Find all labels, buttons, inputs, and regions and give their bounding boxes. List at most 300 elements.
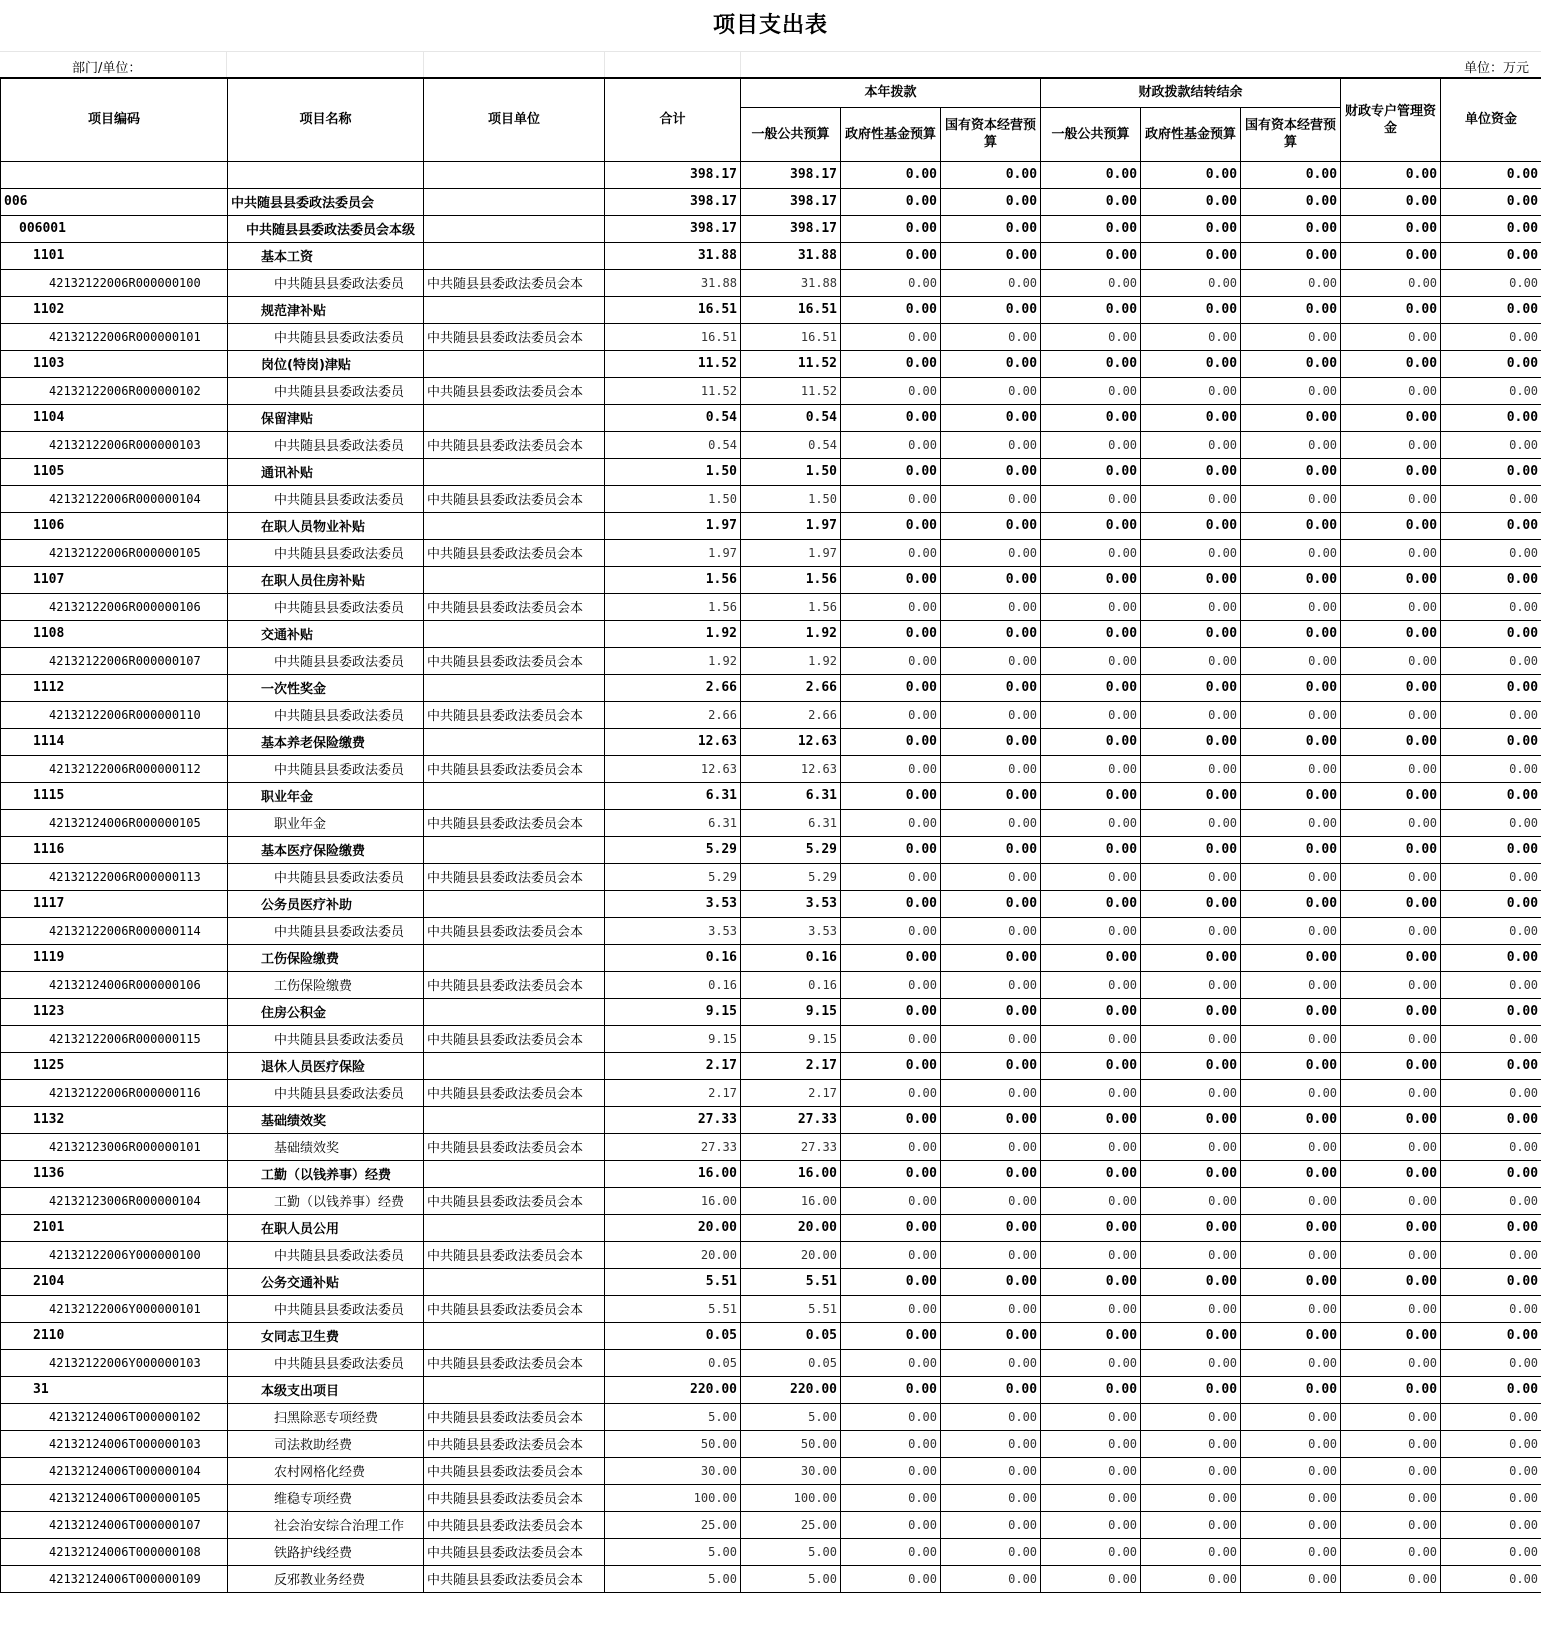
header-current-fund-budget: 政府性基金预算 <box>841 107 941 161</box>
project-code-cell: 42132124006T000000108 <box>1 1538 228 1565</box>
carry-fund-cell: 0.00 <box>1141 701 1241 728</box>
project-code-cell: 42132122006R000000114 <box>1 917 228 944</box>
project-code-cell: 2101 <box>1 1214 228 1241</box>
current-general-cell: 50.00 <box>741 1430 841 1457</box>
project-code-cell: 42132122006R000000105 <box>1 539 228 566</box>
special-account-cell: 0.00 <box>1341 1160 1441 1187</box>
carry-general-cell: 0.00 <box>1041 1457 1141 1484</box>
project-unit-cell: 中共随县县委政法委员会本 <box>424 1538 605 1565</box>
summary-row <box>1 728 1541 755</box>
total-cell: 16.00 <box>605 1160 741 1187</box>
carry-fund-cell: 0.00 <box>1141 377 1241 404</box>
project-unit-cell: 中共随县县委政法委员会本 <box>424 1187 605 1214</box>
carry-state-capital-cell: 0.00 <box>1241 1025 1341 1052</box>
carry-fund-cell: 0.00 <box>1141 1484 1241 1511</box>
own-funds-cell: 0.00 <box>1441 431 1541 458</box>
total-cell: 6.31 <box>605 809 741 836</box>
carry-fund-cell: 0.00 <box>1141 1133 1241 1160</box>
current-state-capital-cell: 0.00 <box>941 1376 1041 1403</box>
total-cell: 50.00 <box>605 1430 741 1457</box>
special-account-cell: 0.00 <box>1341 1133 1441 1160</box>
current-state-capital-cell: 0.00 <box>941 350 1041 377</box>
summary-row <box>1 512 1541 539</box>
own-funds-cell: 0.00 <box>1441 836 1541 863</box>
detail-row <box>1 1511 1541 1538</box>
current-fund-cell: 0.00 <box>841 431 941 458</box>
total-cell: 27.33 <box>605 1133 741 1160</box>
special-account-cell: 0.00 <box>1341 161 1441 188</box>
current-fund-cell: 0.00 <box>841 1457 941 1484</box>
carry-state-capital-cell: 0.00 <box>1241 593 1341 620</box>
current-fund-cell: 0.00 <box>841 404 941 431</box>
header-total: 合计 <box>605 79 741 161</box>
total-cell: 9.15 <box>605 1025 741 1052</box>
project-unit-cell: 中共随县县委政法委员会本 <box>424 1295 605 1322</box>
carry-general-cell: 0.00 <box>1041 647 1141 674</box>
own-funds-cell: 0.00 <box>1441 1187 1541 1214</box>
current-fund-cell: 0.00 <box>841 539 941 566</box>
current-fund-cell: 0.00 <box>841 215 941 242</box>
carry-general-cell: 0.00 <box>1041 890 1141 917</box>
current-fund-cell: 0.00 <box>841 620 941 647</box>
current-general-cell: 20.00 <box>741 1214 841 1241</box>
special-account-cell: 0.00 <box>1341 755 1441 782</box>
carry-general-cell: 0.00 <box>1041 1268 1141 1295</box>
current-general-cell: 25.00 <box>741 1511 841 1538</box>
special-account-cell: 0.00 <box>1341 836 1441 863</box>
carry-general-cell: 0.00 <box>1041 323 1141 350</box>
project-code-cell: 1112 <box>1 674 228 701</box>
summary-row <box>1 1214 1541 1241</box>
project-code-cell: 42132124006T000000107 <box>1 1511 228 1538</box>
project-code-cell: 006001 <box>1 215 228 242</box>
project-unit-cell: 中共随县县委政法委员会本 <box>424 1079 605 1106</box>
current-state-capital-cell: 0.00 <box>941 512 1041 539</box>
carry-state-capital-cell: 0.00 <box>1241 1295 1341 1322</box>
project-name-cell: 维稳专项经费 <box>228 1484 424 1511</box>
current-state-capital-cell: 0.00 <box>941 1052 1041 1079</box>
current-state-capital-cell: 0.00 <box>941 1079 1041 1106</box>
carry-general-cell: 0.00 <box>1041 620 1141 647</box>
current-state-capital-cell: 0.00 <box>941 404 1041 431</box>
special-account-cell: 0.00 <box>1341 1187 1441 1214</box>
project-unit-cell: 中共随县县委政法委员会本 <box>424 809 605 836</box>
special-account-cell: 0.00 <box>1341 647 1441 674</box>
current-general-cell: 9.15 <box>741 998 841 1025</box>
project-unit-cell <box>424 1376 605 1403</box>
project-unit-cell <box>424 242 605 269</box>
project-unit-cell <box>424 998 605 1025</box>
project-code-cell: 42132124006T000000102 <box>1 1403 228 1430</box>
current-fund-cell: 0.00 <box>841 701 941 728</box>
carry-fund-cell: 0.00 <box>1141 674 1241 701</box>
own-funds-cell: 0.00 <box>1441 1322 1541 1349</box>
special-account-cell: 0.00 <box>1341 1565 1441 1592</box>
project-name-cell: 基础绩效奖 <box>228 1106 424 1133</box>
current-fund-cell: 0.00 <box>841 1376 941 1403</box>
carry-fund-cell: 0.00 <box>1141 1268 1241 1295</box>
current-fund-cell: 0.00 <box>841 1214 941 1241</box>
own-funds-cell: 0.00 <box>1441 728 1541 755</box>
current-fund-cell: 0.00 <box>841 1106 941 1133</box>
carry-general-cell: 0.00 <box>1041 485 1141 512</box>
carry-state-capital-cell: 0.00 <box>1241 404 1341 431</box>
own-funds-cell: 0.00 <box>1441 161 1541 188</box>
current-general-cell: 5.00 <box>741 1538 841 1565</box>
current-fund-cell: 0.00 <box>841 458 941 485</box>
project-code-cell: 42132122006R000000110 <box>1 701 228 728</box>
total-cell: 30.00 <box>605 1457 741 1484</box>
current-general-cell: 1.92 <box>741 647 841 674</box>
project-name-cell: 规范津补贴 <box>228 296 424 323</box>
project-unit-cell <box>424 1268 605 1295</box>
special-account-cell: 0.00 <box>1341 1079 1441 1106</box>
carry-general-cell: 0.00 <box>1041 782 1141 809</box>
project-code-cell: 42132122006R000000101 <box>1 323 228 350</box>
project-name-cell: 公务员医疗补助 <box>228 890 424 917</box>
current-state-capital-cell: 0.00 <box>941 917 1041 944</box>
project-code-cell: 42132122006Y000000101 <box>1 1295 228 1322</box>
carry-state-capital-cell: 0.00 <box>1241 1241 1341 1268</box>
current-fund-cell: 0.00 <box>841 566 941 593</box>
current-state-capital-cell: 0.00 <box>941 809 1041 836</box>
project-unit-cell <box>424 1214 605 1241</box>
project-unit-cell: 中共随县县委政法委员会本 <box>424 647 605 674</box>
own-funds-cell: 0.00 <box>1441 1457 1541 1484</box>
project-unit-cell: 中共随县县委政法委员会本 <box>424 1241 605 1268</box>
current-state-capital-cell: 0.00 <box>941 998 1041 1025</box>
total-cell: 5.51 <box>605 1268 741 1295</box>
carry-fund-cell: 0.00 <box>1141 863 1241 890</box>
carry-state-capital-cell: 0.00 <box>1241 1484 1341 1511</box>
project-code-cell: 42132122006R000000115 <box>1 1025 228 1052</box>
project-name-cell: 中共随县县委政法委员 <box>228 863 424 890</box>
project-name-cell: 职业年金 <box>228 782 424 809</box>
carry-fund-cell: 0.00 <box>1141 485 1241 512</box>
carry-fund-cell: 0.00 <box>1141 1511 1241 1538</box>
header-current-state-capital-budget: 国有资本经营预算 <box>941 107 1041 161</box>
own-funds-cell: 0.00 <box>1441 1025 1541 1052</box>
carry-general-cell: 0.00 <box>1041 944 1141 971</box>
carry-fund-cell: 0.00 <box>1141 296 1241 323</box>
current-fund-cell: 0.00 <box>841 350 941 377</box>
total-cell: 1.97 <box>605 539 741 566</box>
project-name-cell: 中共随县县委政法委员 <box>228 1025 424 1052</box>
carry-fund-cell: 0.00 <box>1141 728 1241 755</box>
project-name-cell: 中共随县县委政法委员 <box>228 647 424 674</box>
current-state-capital-cell: 0.00 <box>941 1349 1041 1376</box>
summary-row <box>1 998 1541 1025</box>
project-name-cell: 工勤（以钱养事）经费 <box>228 1187 424 1214</box>
project-code-cell: 42132122006R000000116 <box>1 1079 228 1106</box>
summary-row <box>1 944 1541 971</box>
detail-row <box>1 809 1541 836</box>
special-account-cell: 0.00 <box>1341 296 1441 323</box>
carry-state-capital-cell: 0.00 <box>1241 1079 1341 1106</box>
carry-general-cell: 0.00 <box>1041 1565 1141 1592</box>
carry-state-capital-cell: 0.00 <box>1241 917 1341 944</box>
carry-state-capital-cell: 0.00 <box>1241 512 1341 539</box>
carry-general-cell: 0.00 <box>1041 350 1141 377</box>
special-account-cell: 0.00 <box>1341 1511 1441 1538</box>
total-cell: 5.51 <box>605 1295 741 1322</box>
carry-general-cell: 0.00 <box>1041 1079 1141 1106</box>
current-general-cell: 1.97 <box>741 539 841 566</box>
project-code-cell: 42132123006R000000101 <box>1 1133 228 1160</box>
summary-row <box>1 1268 1541 1295</box>
own-funds-cell: 0.00 <box>1441 782 1541 809</box>
detail-row <box>1 269 1541 296</box>
current-state-capital-cell: 0.00 <box>941 1187 1041 1214</box>
carry-state-capital-cell: 0.00 <box>1241 836 1341 863</box>
carry-state-capital-cell: 0.00 <box>1241 647 1341 674</box>
project-code-cell: 42132122006Y000000100 <box>1 1241 228 1268</box>
current-general-cell: 9.15 <box>741 1025 841 1052</box>
gridline <box>226 52 227 77</box>
current-fund-cell: 0.00 <box>841 188 941 215</box>
summary-row <box>1 1052 1541 1079</box>
project-unit-cell <box>424 674 605 701</box>
current-fund-cell: 0.00 <box>841 998 941 1025</box>
current-state-capital-cell: 0.00 <box>941 1511 1041 1538</box>
current-fund-cell: 0.00 <box>841 1268 941 1295</box>
project-name-cell: 公务交通补贴 <box>228 1268 424 1295</box>
special-account-cell: 0.00 <box>1341 323 1441 350</box>
project-name-cell: 本级支出项目 <box>228 1376 424 1403</box>
carry-general-cell: 0.00 <box>1041 404 1141 431</box>
current-state-capital-cell: 0.00 <box>941 566 1041 593</box>
project-unit-cell <box>424 728 605 755</box>
carry-state-capital-cell: 0.00 <box>1241 782 1341 809</box>
summary-row <box>1 242 1541 269</box>
special-account-cell: 0.00 <box>1341 1214 1441 1241</box>
current-fund-cell: 0.00 <box>841 1565 941 1592</box>
project-code-cell: 42132124006T000000109 <box>1 1565 228 1592</box>
current-general-cell: 5.00 <box>741 1565 841 1592</box>
detail-row <box>1 1295 1541 1322</box>
current-state-capital-cell: 0.00 <box>941 539 1041 566</box>
project-code-cell: 31 <box>1 1376 228 1403</box>
carry-general-cell: 0.00 <box>1041 1052 1141 1079</box>
project-name-cell <box>228 161 424 188</box>
detail-row <box>1 323 1541 350</box>
own-funds-cell: 0.00 <box>1441 458 1541 485</box>
special-account-cell: 0.00 <box>1341 809 1441 836</box>
own-funds-cell: 0.00 <box>1441 1214 1541 1241</box>
detail-row <box>1 1430 1541 1457</box>
currency-unit-label: 单位：万元 <box>1463 61 1529 76</box>
project-code-cell: 1108 <box>1 620 228 647</box>
project-name-cell: 中共随县县委政法委员 <box>228 1241 424 1268</box>
project-name-cell: 中共随县县委政法委员 <box>228 269 424 296</box>
summary-row <box>1 1376 1541 1403</box>
total-cell: 11.52 <box>605 350 741 377</box>
header-project-name: 项目名称 <box>228 79 424 161</box>
carry-fund-cell: 0.00 <box>1141 593 1241 620</box>
carry-general-cell: 0.00 <box>1041 1160 1141 1187</box>
project-unit-cell: 中共随县县委政法委员会本 <box>424 863 605 890</box>
carry-general-cell: 0.00 <box>1041 1403 1141 1430</box>
carry-general-cell: 0.00 <box>1041 917 1141 944</box>
carry-general-cell: 0.00 <box>1041 458 1141 485</box>
current-state-capital-cell: 0.00 <box>941 188 1041 215</box>
project-code-cell: 1119 <box>1 944 228 971</box>
project-unit-cell: 中共随县县委政法委员会本 <box>424 701 605 728</box>
own-funds-cell: 0.00 <box>1441 539 1541 566</box>
project-name-cell: 中共随县县委政法委员 <box>228 593 424 620</box>
current-general-cell: 20.00 <box>741 1241 841 1268</box>
total-cell: 1.56 <box>605 566 741 593</box>
own-funds-cell: 0.00 <box>1441 404 1541 431</box>
own-funds-cell: 0.00 <box>1441 1106 1541 1133</box>
project-name-cell: 中共随县县委政法委员 <box>228 323 424 350</box>
current-state-capital-cell: 0.00 <box>941 269 1041 296</box>
project-unit-cell <box>424 458 605 485</box>
special-account-cell: 0.00 <box>1341 593 1441 620</box>
current-general-cell: 1.97 <box>741 512 841 539</box>
own-funds-cell: 0.00 <box>1441 944 1541 971</box>
summary-row <box>1 1106 1541 1133</box>
current-state-capital-cell: 0.00 <box>941 323 1041 350</box>
current-general-cell: 12.63 <box>741 728 841 755</box>
project-code-cell <box>1 161 228 188</box>
carry-state-capital-cell: 0.00 <box>1241 1349 1341 1376</box>
project-unit-cell <box>424 836 605 863</box>
current-general-cell: 27.33 <box>741 1133 841 1160</box>
current-general-cell: 0.16 <box>741 944 841 971</box>
summary-row <box>1 1160 1541 1187</box>
current-general-cell: 11.52 <box>741 377 841 404</box>
project-name-cell: 反邪教业务经费 <box>228 1565 424 1592</box>
current-general-cell: 5.51 <box>741 1268 841 1295</box>
total-cell: 12.63 <box>605 755 741 782</box>
project-name-cell: 基本医疗保险缴费 <box>228 836 424 863</box>
project-name-cell: 中共随县县委政法委员 <box>228 1295 424 1322</box>
carry-state-capital-cell: 0.00 <box>1241 296 1341 323</box>
carry-state-capital-cell: 0.00 <box>1241 1538 1341 1565</box>
current-state-capital-cell: 0.00 <box>941 161 1041 188</box>
project-unit-cell: 中共随县县委政法委员会本 <box>424 1430 605 1457</box>
special-account-cell: 0.00 <box>1341 242 1441 269</box>
detail-row <box>1 539 1541 566</box>
carry-state-capital-cell: 0.00 <box>1241 377 1341 404</box>
current-general-cell: 16.51 <box>741 323 841 350</box>
current-state-capital-cell: 0.00 <box>941 1160 1041 1187</box>
current-general-cell: 2.66 <box>741 701 841 728</box>
carry-fund-cell: 0.00 <box>1141 620 1241 647</box>
current-fund-cell: 0.00 <box>841 1025 941 1052</box>
total-cell: 1.56 <box>605 593 741 620</box>
project-unit-cell: 中共随县县委政法委员会本 <box>424 1565 605 1592</box>
current-state-capital-cell: 0.00 <box>941 1214 1041 1241</box>
special-account-cell: 0.00 <box>1341 215 1441 242</box>
department-label: 部门/单位： <box>72 61 142 76</box>
current-state-capital-cell: 0.00 <box>941 1457 1041 1484</box>
summary-row <box>1 1322 1541 1349</box>
detail-row <box>1 1484 1541 1511</box>
current-state-capital-cell: 0.00 <box>941 485 1041 512</box>
carry-state-capital-cell: 0.00 <box>1241 890 1341 917</box>
project-unit-cell <box>424 1322 605 1349</box>
own-funds-cell: 0.00 <box>1441 296 1541 323</box>
project-name-cell: 住房公积金 <box>228 998 424 1025</box>
current-fund-cell: 0.00 <box>841 1349 941 1376</box>
carry-state-capital-cell: 0.00 <box>1241 1430 1341 1457</box>
current-fund-cell: 0.00 <box>841 242 941 269</box>
carry-fund-cell: 0.00 <box>1141 242 1241 269</box>
project-unit-cell <box>424 404 605 431</box>
current-fund-cell: 0.00 <box>841 1295 941 1322</box>
project-name-cell: 保留津贴 <box>228 404 424 431</box>
carry-fund-cell: 0.00 <box>1141 566 1241 593</box>
special-account-cell: 0.00 <box>1341 1025 1441 1052</box>
current-state-capital-cell: 0.00 <box>941 647 1041 674</box>
carry-fund-cell: 0.00 <box>1141 1322 1241 1349</box>
current-fund-cell: 0.00 <box>841 377 941 404</box>
total-cell: 398.17 <box>605 161 741 188</box>
special-account-cell: 0.00 <box>1341 377 1441 404</box>
current-state-capital-cell: 0.00 <box>941 863 1041 890</box>
special-account-cell: 0.00 <box>1341 620 1441 647</box>
carry-state-capital-cell: 0.00 <box>1241 1187 1341 1214</box>
current-state-capital-cell: 0.00 <box>941 1241 1041 1268</box>
carry-state-capital-cell: 0.00 <box>1241 1133 1341 1160</box>
carry-general-cell: 0.00 <box>1041 1025 1141 1052</box>
total-cell: 398.17 <box>605 215 741 242</box>
total-cell: 3.53 <box>605 890 741 917</box>
current-fund-cell: 0.00 <box>841 863 941 890</box>
total-cell: 5.00 <box>605 1538 741 1565</box>
project-name-cell: 职业年金 <box>228 809 424 836</box>
current-general-cell: 398.17 <box>741 215 841 242</box>
project-unit-cell: 中共随县县委政法委员会本 <box>424 917 605 944</box>
carry-general-cell: 0.00 <box>1041 215 1141 242</box>
own-funds-cell: 0.00 <box>1441 485 1541 512</box>
current-state-capital-cell: 0.00 <box>941 431 1041 458</box>
total-cell: 20.00 <box>605 1241 741 1268</box>
current-fund-cell: 0.00 <box>841 1430 941 1457</box>
project-unit-cell <box>424 944 605 971</box>
carry-fund-cell: 0.00 <box>1141 1349 1241 1376</box>
current-state-capital-cell: 0.00 <box>941 890 1041 917</box>
project-name-cell: 在职人员住房补贴 <box>228 566 424 593</box>
summary-row <box>1 161 1541 188</box>
own-funds-cell: 0.00 <box>1441 566 1541 593</box>
current-state-capital-cell: 0.00 <box>941 836 1041 863</box>
project-code-cell: 2110 <box>1 1322 228 1349</box>
summary-row <box>1 566 1541 593</box>
own-funds-cell: 0.00 <box>1441 1133 1541 1160</box>
project-name-cell: 中共随县县委政法委员 <box>228 1079 424 1106</box>
own-funds-cell: 0.00 <box>1441 1376 1541 1403</box>
detail-row <box>1 971 1541 998</box>
project-name-cell: 中共随县县委政法委员 <box>228 485 424 512</box>
current-general-cell: 2.17 <box>741 1052 841 1079</box>
total-cell: 1.97 <box>605 512 741 539</box>
summary-row <box>1 620 1541 647</box>
project-code-cell: 1104 <box>1 404 228 431</box>
current-fund-cell: 0.00 <box>841 1241 941 1268</box>
special-account-cell: 0.00 <box>1341 674 1441 701</box>
own-funds-cell: 0.00 <box>1441 1538 1541 1565</box>
header-carry-fund-budget: 政府性基金预算 <box>1141 107 1241 161</box>
carry-state-capital-cell: 0.00 <box>1241 539 1341 566</box>
current-general-cell: 1.56 <box>741 593 841 620</box>
current-state-capital-cell: 0.00 <box>941 674 1041 701</box>
current-state-capital-cell: 0.00 <box>941 1430 1041 1457</box>
current-state-capital-cell: 0.00 <box>941 782 1041 809</box>
carry-state-capital-cell: 0.00 <box>1241 215 1341 242</box>
